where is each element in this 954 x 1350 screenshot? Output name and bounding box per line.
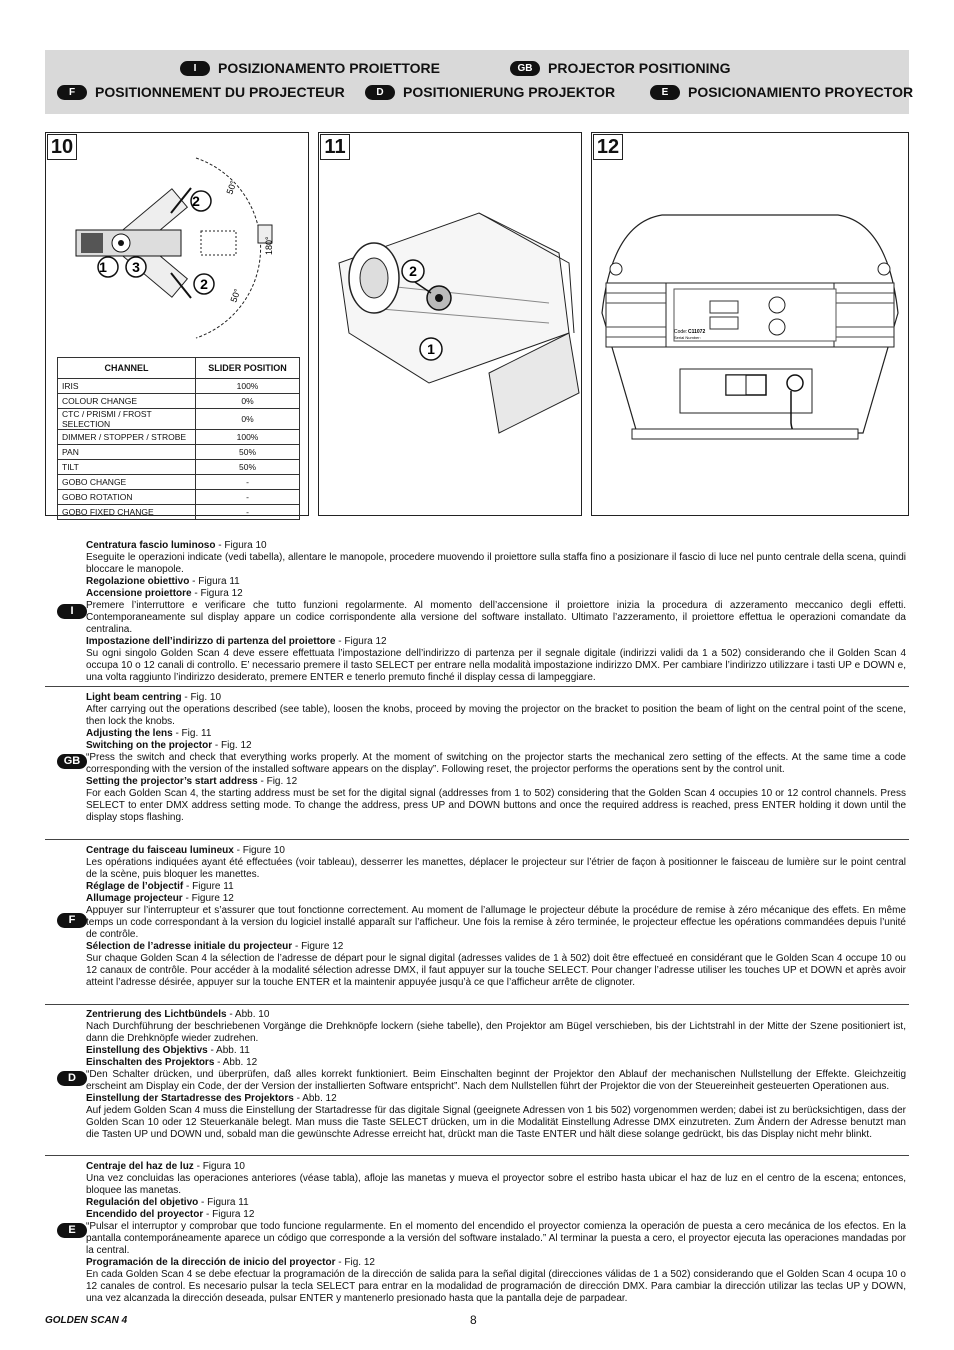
figure-ref: - Figura 12 [203, 1209, 255, 1220]
callout-3: 3 [132, 259, 140, 275]
paragraph [86, 893, 906, 905]
figure-ref: - Figura 12 [335, 636, 387, 647]
paragraph-body: “Pulsar el interruptor y comprobar que todo funcione regularmente. En el momento del encendido el proyector comienza la operación de puesta a cero mecánica de los efectos. En la pantalla contemporáneamente aparece un código que corresponde a la versión del software instalado.” Al terminar la puesta a cero, el proyector ejecuta las operaciones mandadas por la central. [86, 1221, 906, 1256]
section-text-gb [86, 692, 906, 824]
table-row [58, 475, 300, 490]
header-title-e: POSICIONAMIENTO PROYECTOR [688, 84, 914, 100]
table-row [58, 505, 300, 520]
table-row [58, 445, 300, 460]
figure-ref: - Fig. 12 [257, 776, 298, 787]
figure-ref: - Fig. 10 [181, 692, 222, 703]
code-label: Code: [674, 329, 688, 335]
paragraph-heading: Einstellung der Startadresse des Projektors [86, 1093, 294, 1104]
column-header-channel: CHANNEL [58, 358, 196, 379]
section-text-f [86, 845, 906, 989]
paragraph-heading: Allumage projecteur [86, 893, 183, 904]
channel-cell: GOBO FIXED CHANGE [58, 505, 196, 520]
figure-ref: - Abb. 11 [207, 1045, 250, 1056]
paragraph [86, 1257, 906, 1269]
table-row [58, 379, 300, 394]
channel-cell: TILT [58, 460, 196, 475]
section-text-i [86, 540, 906, 684]
header-title-i: POSIZIONAMENTO PROIETTORE [218, 60, 440, 76]
paragraph [86, 845, 906, 857]
channel-settings-table [57, 357, 300, 520]
figure-12-panel [591, 132, 909, 516]
section-divider [45, 1155, 909, 1156]
paragraph [86, 1093, 906, 1105]
paragraph-body: Su ogni singolo Golden Scan 4 deve essere effettuata l’impostazione dell’indirizzo di partenza per il segnale digitale (indirizzi validi da 1 a 502) considerando che il Golden Scan 4 occupa 10 o 12 canali di controllo. E’ necessario premere il tasto SELECT per entrare nella modalità impostazione indirizzo DMX. Per cambiare l’indirizzo utilizzare i tasti UP e DOWN e, una volta raggiunto l’indirizzo desiderato, premere ENTER e tenerlo premuto finché il display cessa di lampeggiare. [86, 648, 906, 683]
header-item-e [650, 84, 913, 100]
header-title-d: POSITIONIERUNG PROJEKTOR [403, 84, 616, 100]
lang-badge-f: F [57, 913, 87, 928]
callout-2: 2 [409, 263, 417, 279]
slider-cell: 50% [196, 445, 300, 460]
paragraph-heading: Regulación del objetivo [86, 1197, 199, 1208]
slider-cell: 0% [196, 394, 300, 409]
section-text-e [86, 1161, 906, 1305]
rear-panel-diagram [592, 133, 908, 515]
paragraph [86, 540, 906, 552]
paragraph [86, 740, 906, 752]
figure-ref: - Figura 11 [198, 1197, 249, 1208]
section-french [45, 845, 909, 1000]
channel-cell: GOBO ROTATION [58, 490, 196, 505]
paragraph-body: Appuyer sur l’interrupteur et s’assurer que tout fonctionne correctement. Au moment de l’allumage le projecteur débute la procédure de remise à zéro mécanique des effets. En même temps un code correspondant à la version du logiciel installé apparaît sur l’afficheur. Une fois la remise à zéro terminée, le projecteur effectue les opérations commandées depuis l’unité de contrôle. [86, 905, 906, 940]
paragraph [86, 941, 906, 953]
table-row [58, 409, 300, 430]
paragraph [86, 1057, 906, 1069]
angle-label-top: 50° [224, 179, 239, 196]
lang-badge-i: I [57, 604, 87, 619]
paragraph-heading: Accensione proiettore [86, 588, 192, 599]
figure-ref: - Figura 10 [215, 540, 267, 551]
header-bar [45, 50, 914, 114]
header-item-d [365, 84, 615, 100]
paragraph-body: En cada Golden Scan 4 se debe efectuar la programación de la dirección de salida para la señal digital (direcciones válidas de 1 a 502) considerando que el Golden Scan 4 ocupa 10 o 12 canales de control. Es necesario pulsar la tecla SELECT para entrar en la modalidad de programación de dirección DMX. Para cambiar la dirección utilizar las teclas UP y DOWN, una vez alcanzada la dirección deseada, pulsar ENTER y mantenerlo presionado hasta que la pantalla deje de parpadear. [86, 1269, 906, 1304]
lang-badge-i: I [180, 61, 210, 76]
section-text-d [86, 1009, 906, 1141]
section-divider [45, 686, 909, 687]
paragraph-body: Les opérations indiquées ayant été effectuées (voir tableau), desserrer les manettes, déplacer le projecteur sur l’étrier de façon à positionner le faisceau de lumière sur le point central de la scène, puis bloquer les manettes. [86, 857, 906, 880]
paragraph-heading: Zentrierung des Lichtbündels [86, 1009, 227, 1020]
figure-ref: - Abb. 10 [226, 1009, 270, 1020]
slider-cell: 100% [196, 430, 300, 445]
paragraph-heading: Setting the projector’s start address [86, 776, 258, 787]
slider-cell: - [196, 505, 300, 520]
paragraph [86, 728, 906, 740]
section-divider [45, 1004, 909, 1005]
figure-number-12: 12 [593, 134, 623, 160]
paragraph [86, 1197, 906, 1209]
lang-badge-f: F [57, 85, 87, 100]
paragraph-heading: Centraje del haz de luz [86, 1161, 194, 1172]
paragraph-body: Sur chaque Golden Scan 4 la sélection de l’adresse de départ pour le signal digital (adresses valides de 1 à 502) doit être effectueé en considérant que le Golden Scan 4 occupe 10 ou 12 canaux de contrôle. Pour accéder à la modalité sélection adresse DMX, il faut appuyer sur la touche SELECT. Pour changer l’adresse utiliser les touches UP et DOWN et après avoir atteint l’adresse désirée, appuyer sur la touche ENTER et la maintenir appuyée jusqu’à ce que l’afficheur arrête de clignoter. [86, 953, 906, 988]
lang-badge-e: E [57, 1223, 87, 1238]
paragraph-heading: Centratura fascio luminoso [86, 540, 216, 551]
slider-cell: 0% [196, 409, 300, 430]
angle-label-bottom: 50° [228, 287, 243, 304]
paragraph-heading: Adjusting the lens [86, 728, 173, 739]
table-header-row [58, 358, 300, 379]
paragraph-heading: Light beam centring [86, 692, 182, 703]
lang-badge-gb: GB [510, 61, 540, 76]
paragraph [86, 636, 906, 648]
paragraph-heading: Encendido del proyector [86, 1209, 204, 1220]
table-row [58, 430, 300, 445]
channel-cell: COLOUR CHANGE [58, 394, 196, 409]
angle-label-mid: 180° [264, 236, 274, 255]
section-german [45, 1009, 909, 1154]
channel-cell: GOBO CHANGE [58, 475, 196, 490]
figure-ref: - Fig. 11 [172, 728, 212, 739]
figure-11-panel [318, 132, 582, 516]
slider-cell: 50% [196, 460, 300, 475]
header-title-f: POSITIONNEMENT DU PROJECTEUR [95, 84, 345, 100]
lang-badge-d: D [365, 85, 395, 100]
channel-cell: CTC / PRISMI / FROST SELECTION [58, 409, 196, 430]
figure-ref: - Fig. 12 [335, 1257, 375, 1268]
lang-badge-e: E [650, 85, 680, 100]
paragraph-heading: Réglage de l’objectif [86, 881, 184, 892]
paragraph [86, 881, 906, 893]
paragraph-heading: Centrage du faisceau lumineux [86, 845, 234, 856]
channel-cell: PAN [58, 445, 196, 460]
figure-ref: - Figure 12 [182, 893, 234, 904]
figure-ref: - Figura 10 [193, 1161, 245, 1172]
table-row [58, 460, 300, 475]
paragraph [86, 1009, 906, 1021]
lang-badge-gb: GB [57, 754, 87, 769]
paragraph [86, 576, 906, 588]
slider-cell: 100% [196, 379, 300, 394]
column-header-slider: SLIDER POSITION [196, 358, 300, 379]
lens-adjustment-diagram [319, 133, 581, 515]
slider-cell: - [196, 475, 300, 490]
channel-cell: IRIS [58, 379, 196, 394]
paragraph-heading: Regolazione obiettivo [86, 576, 190, 587]
figure-ref: - Figura 11 [189, 576, 240, 587]
figure-ref: - Figure 11 [183, 881, 234, 892]
paragraph-body: For each Golden Scan 4, the starting address must be set for the digital signal (addresses from 1 to 502) considering that the Golden Scan 4 occupies 10 or 12 control channels. Press SELECT to enter DMX address setting mode. To change the address, press UP and DOWN buttons and once the required address is reached, press ENTER holding it down until the display stops flashing. [86, 788, 906, 823]
serial-number-label: Serial Number: [674, 335, 701, 340]
callout-1: 1 [99, 259, 107, 275]
header-item-f [57, 84, 345, 100]
page-number: 8 [470, 1313, 477, 1327]
lang-badge-d: D [57, 1071, 87, 1086]
paragraph-body: Premere l’interruttore e verificare che tutto funzioni regolarmente. Al momento dell’accensione il proiettore inizia la procedura di azzeramento meccanico degli effetti. Contemporaneamente sul display appare un codice corrispondente alla versione del software installato. Ultimato l’azzeramento, il proiettore effettua le operazioni comandate da centralina. [86, 600, 906, 635]
figure-ref: - Figure 12 [292, 941, 344, 952]
paragraph [86, 692, 906, 704]
paragraph [86, 588, 906, 600]
paragraph-heading: Programación de la dirección de inicio del proyector [86, 1257, 336, 1268]
paragraph-body: Auf jedem Golden Scan 4 muss die Einstellung der Startadresse für das digitale Signal (geeignete Adressen von 1 bis 502) vorgenommen werden; dabei ist zu berücksichtigen, dass der Golden Scan 10 oder 12 Steuerkanäle belegt. Man muss die Taste SELECT drücken, um in die Modalität Einstellung Adresse DMX einzutreten. Zum Ändern der Adresse benutzt man die Tasten UP und DOWN und, sobald man die gewünschte Adresse erreicht hat, drückt man die Taste ENTER und hält diese solange gedrückt, bis das Display nicht mehr blinkt. [86, 1105, 906, 1140]
paragraph [86, 776, 906, 788]
figure-number-10: 10 [47, 134, 77, 160]
paragraph [86, 1161, 906, 1173]
section-italian [45, 540, 909, 683]
paragraph-heading: Switching on the projector [86, 740, 213, 751]
figure-10-panel [45, 132, 309, 516]
footer-product-name: GOLDEN SCAN 4 [45, 1315, 128, 1326]
projector-rotation-diagram [46, 133, 308, 355]
code-value: C11072 [688, 329, 706, 335]
header-title-gb: PROJECTOR POSITIONING [548, 60, 731, 76]
section-spanish [45, 1161, 909, 1306]
callout-1: 1 [427, 341, 435, 357]
paragraph-heading: Einstellung des Objektivs [86, 1045, 208, 1056]
figure-ref: - Figura 12 [191, 588, 243, 599]
paragraph-heading: Einschalten des Projektors [86, 1057, 215, 1068]
paragraph-heading: Sélection de l’adresse initiale du projecteur [86, 941, 293, 952]
figure-number-11: 11 [320, 134, 350, 160]
paragraph-body: “Den Schalter drücken, und überprüfen, daß alles korrekt funktioniert. Beim Einschalten beginnt der Projektor den Ablauf der mechanischen Nullstellung der Effekte. Gleichzeitig erscheint am Display ein Code, der der Version der installierten Software entspricht”. Nach dem Nullstellen führt der Projektor die von der Steuereinheit gesteuerten Operationen aus. [86, 1069, 906, 1092]
figure-ref: - Abb. 12 [293, 1093, 337, 1104]
slider-cell: - [196, 490, 300, 505]
paragraph-heading: Impostazione dell’indirizzo di partenza del proiettore [86, 636, 336, 647]
section-english [45, 692, 909, 832]
figure-ref: - Abb. 12 [214, 1057, 258, 1068]
paragraph [86, 1209, 906, 1221]
table-row [58, 394, 300, 409]
figure-ref: - Figure 10 [233, 845, 285, 856]
callout-2-upper: 2 [192, 193, 200, 209]
header-item-gb [510, 60, 731, 76]
header-item-i [180, 60, 440, 76]
paragraph-body: After carrying out the operations described (see table), loosen the knobs, proceed by moving the projector on the bracket to position the beam of light on the central point of the scene, then lock the knobs. [86, 704, 906, 727]
figure-ref: - Fig. 12 [212, 740, 252, 751]
paragraph-body: Eseguite le operazioni indicate (vedi tabella), allentare le manopole, procedere muovendo il proiettore sulla staffa fino a posizionare il fascio di luce nel punto centrale della scena, quindi bloccare le manopole. [86, 552, 906, 575]
paragraph-body: Nach Durchführung der beschriebenen Vorgänge die Drehknöpfe lockern (siehe tabelle), den Projektor am Bügel verschieben, bis der Lichtstrahl in der Mitte der Szene positioniert ist, dann die Drehknöpfe wieder zudrehen. [86, 1021, 906, 1044]
paragraph [86, 1045, 906, 1057]
paragraph-body: Una vez concluidas las operaciones anteriores (véase tabla), afloje las manetas y mueva el proyector sobre el estribo hasta ubicar el haz de luz en el centro de la escena; entonces, bloquee las manetas. [86, 1173, 906, 1196]
paragraph-body: “Press the switch and check that everything works properly. At the moment of switching on the projector starts the mechanical zero setting of the effects. At the same time a code corresponding with the version of the installed software appears on the display”. Following reset, the projector performs the operations sent by the control unit. [86, 752, 906, 775]
callout-2-lower: 2 [200, 276, 208, 292]
channel-cell: DIMMER / STOPPER / STROBE [58, 430, 196, 445]
section-divider [45, 839, 909, 840]
table-row [58, 490, 300, 505]
